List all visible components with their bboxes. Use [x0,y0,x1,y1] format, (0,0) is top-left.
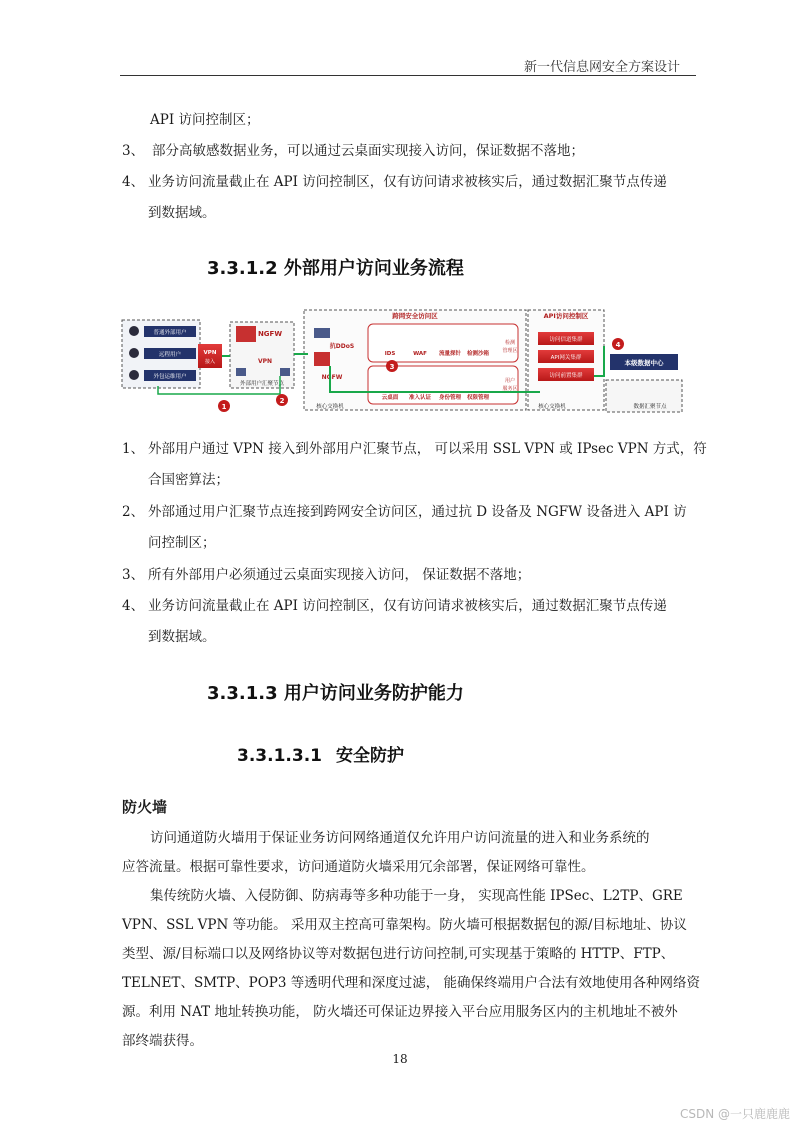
paragraph-line: 应答流量。根据可靠性要求，访问通道防火墙采用冗余部署，保证网络可靠性。 [122,859,595,875]
api-cluster-label: API网关集群 [550,355,582,361]
list-item-text: 问控制区； [148,535,216,551]
list-item-text: 部分高敏感数据业务，可以通过云桌面实现接入访问，保证数据不落地； [152,143,584,159]
text-line: API 访问控制区； [150,112,260,128]
anti-ddos-icon [314,328,330,338]
step-marker-label: 1 [221,403,227,411]
list-number: 3、 [122,567,145,583]
detect-zone-label: 管理区 [502,348,518,354]
step-marker-label: 3 [389,363,395,371]
ngfw-mid-label: NGFW [321,374,343,381]
vpn-left-label: VPN [257,358,273,365]
list-number: 4、 [122,174,145,190]
paragraph-line: 集传统防火墙、入侵防御、防病毒等多种功能于一身， 实现高性能 IPSec、L2TP、GRE [150,888,683,904]
ext-node-label: 外部用户汇聚节点 [239,381,285,387]
list-item-text: 外部通过用户汇聚节点连接到跨网安全访问区，通过抗 D 设备及 NGFW 设备进入 API 访 [148,504,687,520]
data-center-label: 本级数据中心 [624,359,664,367]
router-icon [236,368,246,376]
list-item-text: 所有外部用户必须通过云桌面实现接入访问， 保证数据不落地； [148,567,531,583]
paragraph-line: 部终端获得。 [122,1033,203,1049]
list-number: 4、 [122,598,145,614]
list-number: 1、 [122,441,145,457]
user-label: 普通外部用户 [153,330,187,336]
step-marker-label: 4 [615,341,621,349]
sec-tool-label: WAF [413,351,427,357]
paragraph-line: VPN、SSL VPN 等功能。 采用双主控高可靠架构。防火墙可根据数据包的源/目标地址、协议 [122,917,687,933]
api-zone-label: API访问控制区 [543,312,589,320]
data-node-label: 数据汇聚节点 [633,404,667,410]
subsection-number: 3.3.1.3.1 [237,746,322,766]
running-header-title: 新一代信息网安全方案设计 [523,60,680,75]
firewall-heading: 防火墙 [122,798,168,816]
detect-zone-label: 检测 [504,340,516,346]
core-switch-right-label: 核心交换机 [538,404,566,410]
network-diagram [120,306,685,418]
header-rule [120,75,696,76]
paragraph-line: 源。利用 NAT 地址转换功能， 防火墙还可保证边界接入平台应用服务区内的主机地址不被外 [122,1004,678,1020]
list-item-text: 业务访问流量截止在 API 访问控制区，仅有访问请求被核实后，通过数据汇聚节点传递 [148,174,667,190]
vpn-access-sublabel: 接入 [204,359,216,365]
svc-tool-label: 身份管理 [438,395,462,401]
firewall-icon [236,326,256,342]
subsection-heading [237,741,404,766]
list-item-text: 业务访问流量截止在 API 访问控制区，仅有访问请求被核实后，通过数据汇聚节点传递 [148,598,667,614]
paragraph-line: 访问通道防火墙用于保证业务访问网络通道仅允许用户访问流量的进入和业务系统的 [150,830,650,846]
list-item-text: 到数据域。 [148,629,216,645]
api-cluster-label: 访问前置集群 [549,373,583,379]
core-switch-label: 核心交换机 [316,404,344,410]
list-number: 2、 [122,504,145,520]
svc-tool-label: 权限管理 [466,395,490,401]
section-heading: 3.3.1.2 外部用户访问业务流程 [207,258,464,279]
person-icon [129,370,139,380]
vpn-access-label: VPN [203,350,217,356]
paragraph-line: TELNET、SMTP、POP3 等透明代理和深度过滤， 能确保终端用户合法有效地使用各种网络资 [122,975,701,991]
list-item-text: 外部用户通过 VPN 接入到外部用户汇聚节点， 可以采用 SSL VPN 或 IPsec VPN 方式，符 [148,441,707,457]
anti-ddos-label: 抗DDoS [329,343,355,350]
sec-tool-label: 检测沙箱 [466,351,490,357]
api-cluster-label: 访问信道集群 [549,337,583,343]
router-icon [280,368,290,376]
user-zone-label: 服务区 [502,386,518,392]
page-number: 18 [392,1052,408,1066]
user-zone-label: 用户 [504,378,516,384]
list-item-text: 合国密算法； [148,472,229,488]
cross-zone-label: 跨网安全访问区 [392,312,438,320]
user-label: 外包运维用户 [153,374,187,380]
list-item-text: 到数据域。 [148,205,216,221]
subsection-title: 安全防护 [335,746,404,766]
step-marker-label: 2 [279,397,285,405]
user-label: 远程用户 [158,352,182,358]
sec-tool-label: 流量探针 [438,351,462,357]
ngfw-mid-icon [314,352,330,366]
list-number: 3、 [122,143,145,159]
sec-tool-label: IDS [384,351,396,357]
person-icon [129,348,139,358]
svc-tool-label: 云桌面 [381,395,399,401]
section-heading: 3.3.1.3 用户访问业务防护能力 [207,683,464,704]
person-icon [129,326,139,336]
paragraph-line: 类型、源/目标端口以及网络协议等对数据包进行访问控制,可实现基于策略的 HTTP、FTP、 [122,946,675,962]
csdn-watermark: CSDN @一只鹿鹿鹿 [679,1107,790,1121]
ngfw-left-label: NGFW [257,330,283,338]
svc-tool-label: 准入认证 [408,395,432,401]
